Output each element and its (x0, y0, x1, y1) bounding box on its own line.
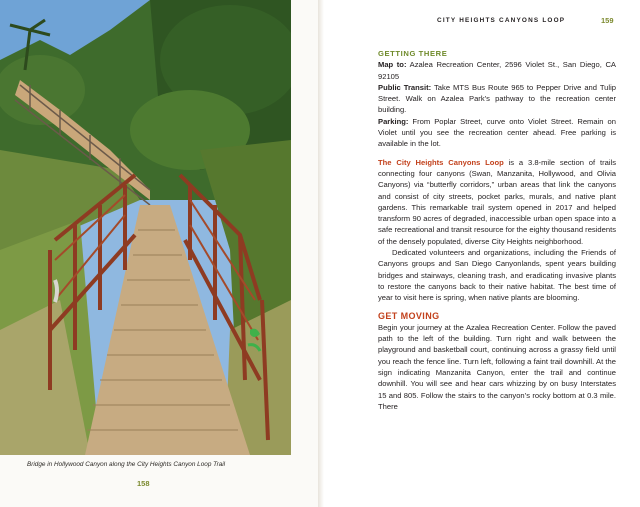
page-number-left: 158 (137, 479, 150, 488)
parking-line (378, 116, 616, 150)
volunteers-paragraph: Dedicated volunteers and organizations, including the Friends of Canyons groups and San Diego Canyonlands, spent years building bridges and stairways, cleaning trash, and eradicating invasive plants to restore the canyons back to their native habitat. The best time of year to visit here is spring, when native plants are blooming. (378, 248, 616, 303)
transit-line (378, 82, 616, 116)
parking-label: Parking: (378, 116, 409, 126)
running-head: CITY HEIGHTS CANYONS LOOP (437, 17, 566, 24)
transit-text: Take MTS Bus Route 965 to Pepper Drive and Tulip Street. Walk on Azalea Park’s pathway to the recreation center building. (378, 82, 616, 115)
map-label: Map to: (378, 60, 407, 70)
trail-name: The City Heights Canyons Loop (378, 157, 504, 167)
get-moving-heading: GET MOVING (378, 310, 440, 321)
map-text: Azalea Recreation Center, 2596 Violet St., San Diego, CA 92105 (378, 60, 616, 81)
intro-text: is a 3.8-mile section of trails connecting four canyons (Swan, Manzanita, Hollywood, and Olivia Canyons) via “butterfly corridors,” urban areas that link the canyons and consist of city streets, pocket parks, murals, and native plant gardens. This remarkable trail system opened in 2017 and helped transform 90 acres of degraded, inaccessible urban open space into a safe recreational and transit resource for the eighty thousand residents of the densely populated, diverse City Heights neighborhood. (378, 157, 616, 246)
getting-there-heading: GETTING THERE (378, 49, 448, 58)
transit-label: Public Transit: (378, 82, 432, 92)
right-page (324, 0, 640, 507)
page-number-right: 159 (601, 16, 614, 25)
get-moving-paragraph: Begin your journey at the Azalea Recreation Center. Follow the paved path to the left of the building. Turn right and walk between the playground and basketball court, continuing across a grassy field until you reach the fence line. Turn left, following a faint trail downhill. At the sign indicating Manzanita Canyon, enter the trail and continue downhill. You will see and hear cars whizzing by on busy Interstates 15 and 805. Follow the stairs to the canyon’s rocky bottom at 0.3 mile. There (378, 322, 616, 411)
bridge-photo (0, 0, 291, 455)
intro-paragraph (378, 157, 616, 247)
page-body (378, 48, 616, 412)
photo-caption: Bridge in Hollywood Canyon along the City Heights Canyon Loop Trail (27, 461, 226, 468)
parking-text: From Poplar Street, curve onto Violet Street. Remain on Violet until you see the recreation center ahead. Free parking is available in the lot. (378, 116, 616, 149)
map-line (378, 59, 616, 82)
